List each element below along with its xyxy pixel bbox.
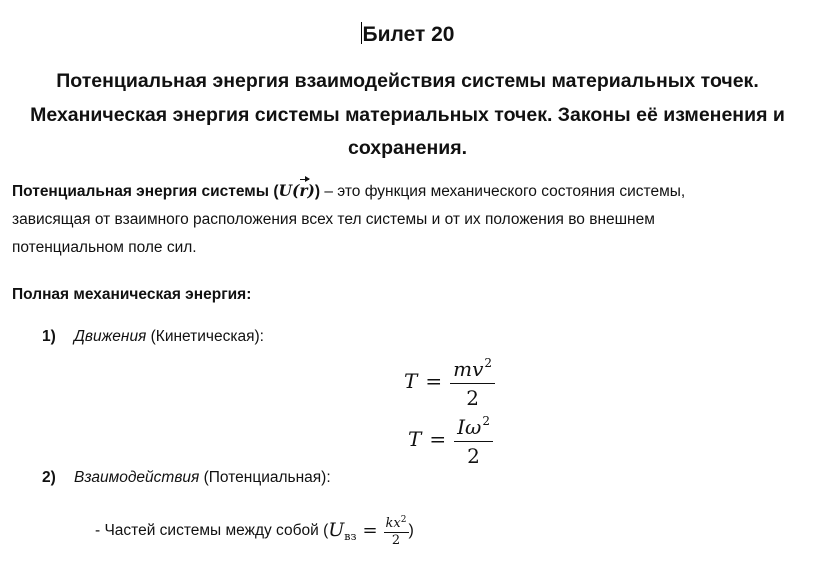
ticket-title-text: Билет 20 [362,23,455,46]
definition-text-3: потенциальном поле сил. [12,239,197,256]
interaction-lhs [328,519,356,543]
heading-line-3: сохранения. [347,137,468,159]
heading-line-1: Потенциальная энергия взаимодействия системы материальных точек. [56,70,759,92]
fraction-denominator: 2 [466,386,479,410]
lhs-subscript: вз [344,529,357,543]
list-note: (Кинетическая): [146,328,264,345]
interaction-prefix: - Частей системы между собой ( [95,521,329,539]
numerator-text: mv [453,357,484,381]
formula-lhs: T [408,426,422,451]
formula-equals: = [362,520,378,541]
formula-kinetic-linear [404,350,495,411]
fraction-denominator: 2 [391,533,401,548]
interaction-suffix: ) [408,521,414,539]
formula-equals: = [425,368,443,393]
formula-equals: = [429,426,447,451]
list-term: Взаимодействия [74,469,200,486]
fraction-numerator [454,408,493,442]
text-cursor [361,22,362,44]
formula-fraction [454,408,493,469]
definition-term: Потенциальная энергия системы ( [12,183,279,200]
list-number: 1) [42,328,56,345]
fraction-numerator [450,350,495,384]
definition-term-close: ) [314,183,321,200]
list-note: (Потенциальная): [199,469,331,486]
list-item-potential [42,466,331,490]
list-item-kinetic [42,325,264,349]
vector-r: r [299,177,307,205]
numerator-power: 2 [400,515,407,525]
definition-text-2: зависящая от взаимного расположения всех тел системы и от их положения во внешнем [12,211,655,228]
numerator-power: 2 [484,356,493,370]
potential-energy-symbol [278,181,314,200]
numerator-text: Iω [457,415,482,439]
heading-line-2: Механическая энергия системы материальных точек. Законы её изменения и [30,104,785,126]
lhs-symbol: U [328,518,345,541]
numerator-power: 2 [482,414,490,428]
formula-kinetic-rotational [408,408,493,469]
symbol-open-paren: ( [292,181,300,200]
definition-text-1: – это функция механического состояния системы, [320,183,686,200]
formula-fraction [450,350,495,411]
fraction-denominator: 2 [467,444,480,468]
list-term: Движения [74,328,147,345]
symbol-close-paren: ) [307,181,315,200]
ticket-title [0,22,815,47]
full-energy-label: Полная механическая энергия: [12,286,252,303]
interaction-formula-line [95,512,414,549]
formula-lhs: T [404,368,418,393]
fraction-numerator [384,512,409,533]
definition-paragraph [12,177,807,262]
list-number: 2) [42,469,56,486]
interaction-fraction [384,512,409,549]
symbol-u: U [278,181,293,200]
numerator-text: kx [385,516,401,531]
